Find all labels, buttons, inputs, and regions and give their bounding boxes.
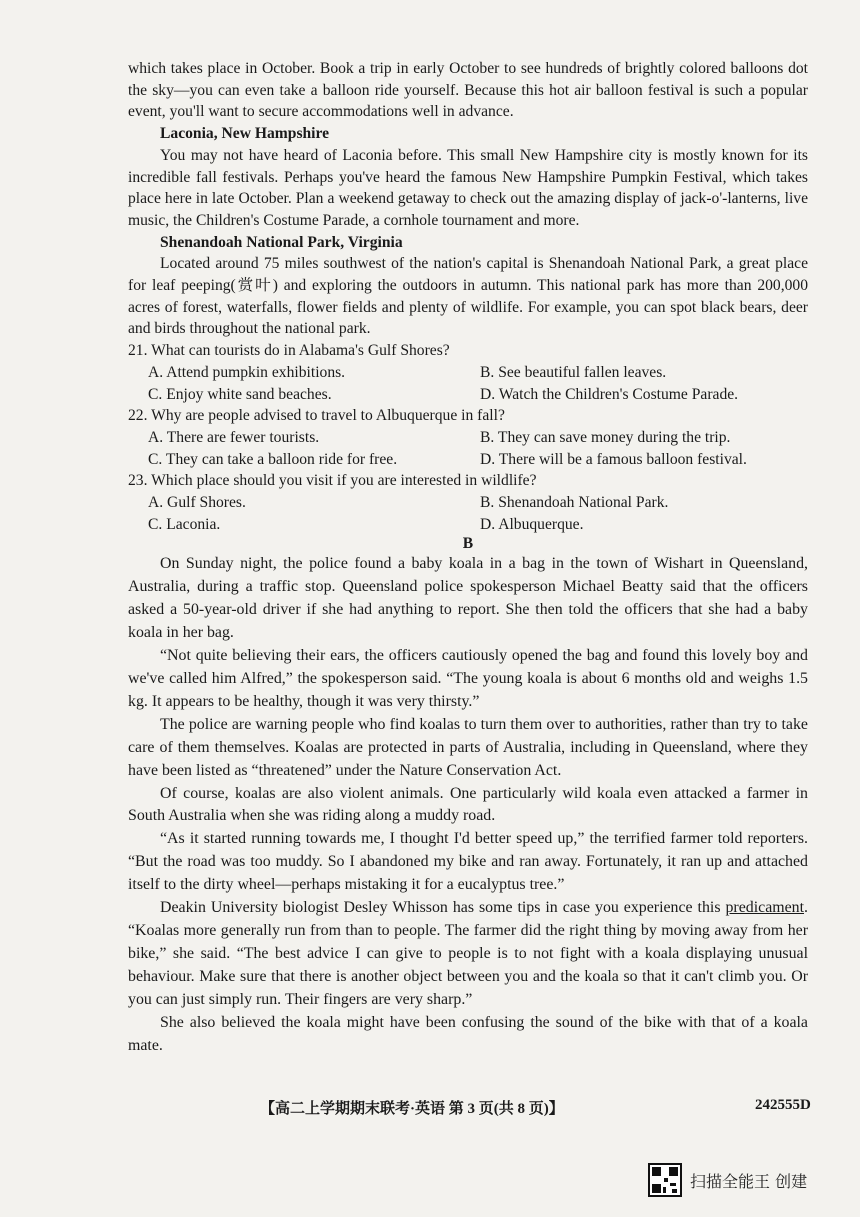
option-d: D. There will be a famous balloon festival. [480, 450, 747, 468]
question-stem: 21. What can tourists do in Alabama's Gulf Shores? [128, 342, 450, 360]
footer-code: 242555D [755, 1097, 811, 1113]
option-d: D. Watch the Children's Costume Parade. [480, 385, 739, 403]
passage-b-paragraph-4: Of course, koalas are also violent animals. One particularly wild koala even attacked a farmer in South Australia when she was riding along a muddy road. [128, 784, 808, 825]
question-23 [128, 470, 808, 535]
question-22 [128, 405, 808, 470]
scanner-badge [648, 1162, 807, 1198]
passage-a-continued-paragraph: which takes place in October. Book a trip in early October to see hundreds of brightly colored balloons dot the sky—you can even take a balloon ride yourself. Because this hot air balloon festival is such a popular event, you'll want to secure accommodations well in advance. [128, 60, 808, 121]
option-d: D. Albuquerque. [480, 515, 584, 533]
option-b: B. See beautiful fallen leaves. [480, 363, 667, 381]
qr-code-icon [648, 1163, 682, 1197]
passage-b-paragraph-2: “Not quite believing their ears, the officers cautiously opened the bag and found this lovely boy and we've called him Alfred,” the spokesperson said. “The young koala is about 6 months old and weighs 1.5 kg. It appears to be healthy, though it was very thirsty.” [128, 647, 808, 710]
option-c: C. Laconia. [148, 515, 221, 533]
footer-title: 【高二上学期期末联考·英语 第 3 页(共 8 页)】 [260, 1101, 564, 1117]
scanner-badge-text: 扫描全能王 创建 [690, 1171, 808, 1191]
shenandoah-paragraph: Located around 75 miles southwest of the nation's capital is Shenandoah National Park, a great place for leaf peeping(赏叶) and exploring the outdoors in autumn. This national park has more than 200,000 acres of forest, waterfalls, flower fields and plenty of wildlife. For example, you can spot black bears, deer and birds throughout the national park. [128, 255, 808, 338]
option-a: A. Attend pumpkin exhibitions. [148, 363, 346, 381]
passage-b-paragraph-1: On Sunday night, the police found a baby koala in a bag in the town of Wishart in Queensland, Australia, during a traffic stop. Queensland police spokesperson Michael Beatty said that the officers asked a 50-year-old driver if she had anything to report. She then told the officers that she had a baby koala in her bag. [128, 555, 808, 642]
paragraph-6-start: Deakin University biologist Desley Whisson has some tips in case you experience this [160, 899, 726, 917]
question-stem: 23. Which place should you visit if you are interested in wildlife? [128, 472, 537, 490]
passage-b-paragraph-3: The police are warning people who find koalas to turn them over to authorities, rather than try to take care of them themselves. Koalas are protected in parts of Australia, including in Queensland, where they have been listed as “threatened” under the Nature Conservation Act. [128, 715, 808, 779]
underlined-word: predicament [725, 899, 805, 917]
option-b: B. Shenandoah National Park. [480, 494, 669, 512]
passage-b-paragraph-7: She also believed the koala might have been confusing the sound of the bike with that of a koala mate. [128, 1013, 808, 1054]
question-options [148, 362, 808, 405]
page-footer [0, 1097, 860, 1121]
question-21 [128, 340, 808, 405]
option-c: C. Enjoy white sand beaches. [148, 385, 332, 403]
laconia-heading: Laconia, New Hampshire [160, 125, 330, 143]
page-content [128, 58, 808, 1057]
question-options [148, 492, 808, 535]
option-a: A. Gulf Shores. [148, 494, 246, 512]
passage-b-paragraph-5: “As it started running towards me, I thought I'd better speed up,” the terrified farmer told reporters. “But the road was too muddy. So I abandoned my bike and ran away. Fortunately, it ran up and attached itself to the dirty wheel—perhaps mistaking it for a eucalyptus tree.” [128, 830, 808, 894]
option-c: C. They can take a balloon ride for free. [148, 450, 398, 468]
shenandoah-heading: Shenandoah National Park, Virginia [160, 233, 403, 251]
question-stem: 22. Why are people advised to travel to Albuquerque in fall? [128, 407, 505, 425]
option-a: A. There are fewer tourists. [148, 428, 320, 446]
option-b: B. They can save money during the trip. [480, 428, 731, 446]
question-options [148, 427, 808, 470]
passage-b-paragraph-6 [128, 897, 808, 1012]
section-b-heading: B [462, 535, 474, 553]
passage-b [128, 553, 808, 1057]
laconia-paragraph: You may not have heard of Laconia before. This small New Hampshire city is mostly known for its incredible fall festivals. Perhaps you've heard the famous New Hampshire Pumpkin Festival, which takes place here in late October. Plan a weekend getaway to check out the amazing display of jack-o'-lanterns, live music, the Children's Costume Parade, a cornhole tournament and more. [128, 146, 808, 229]
paragraph-6-rest: . “Koalas more generally run from than to people. The farmer did the right thing by moving away from her bike,” she said. “The best advice I can give to people is to not fight with a koala displaying unusual behaviour. Make sure that there is another object between you and the koala so that it can't climb you. Or you can just simply run. Their fingers are very sharp.” [128, 899, 808, 1008]
